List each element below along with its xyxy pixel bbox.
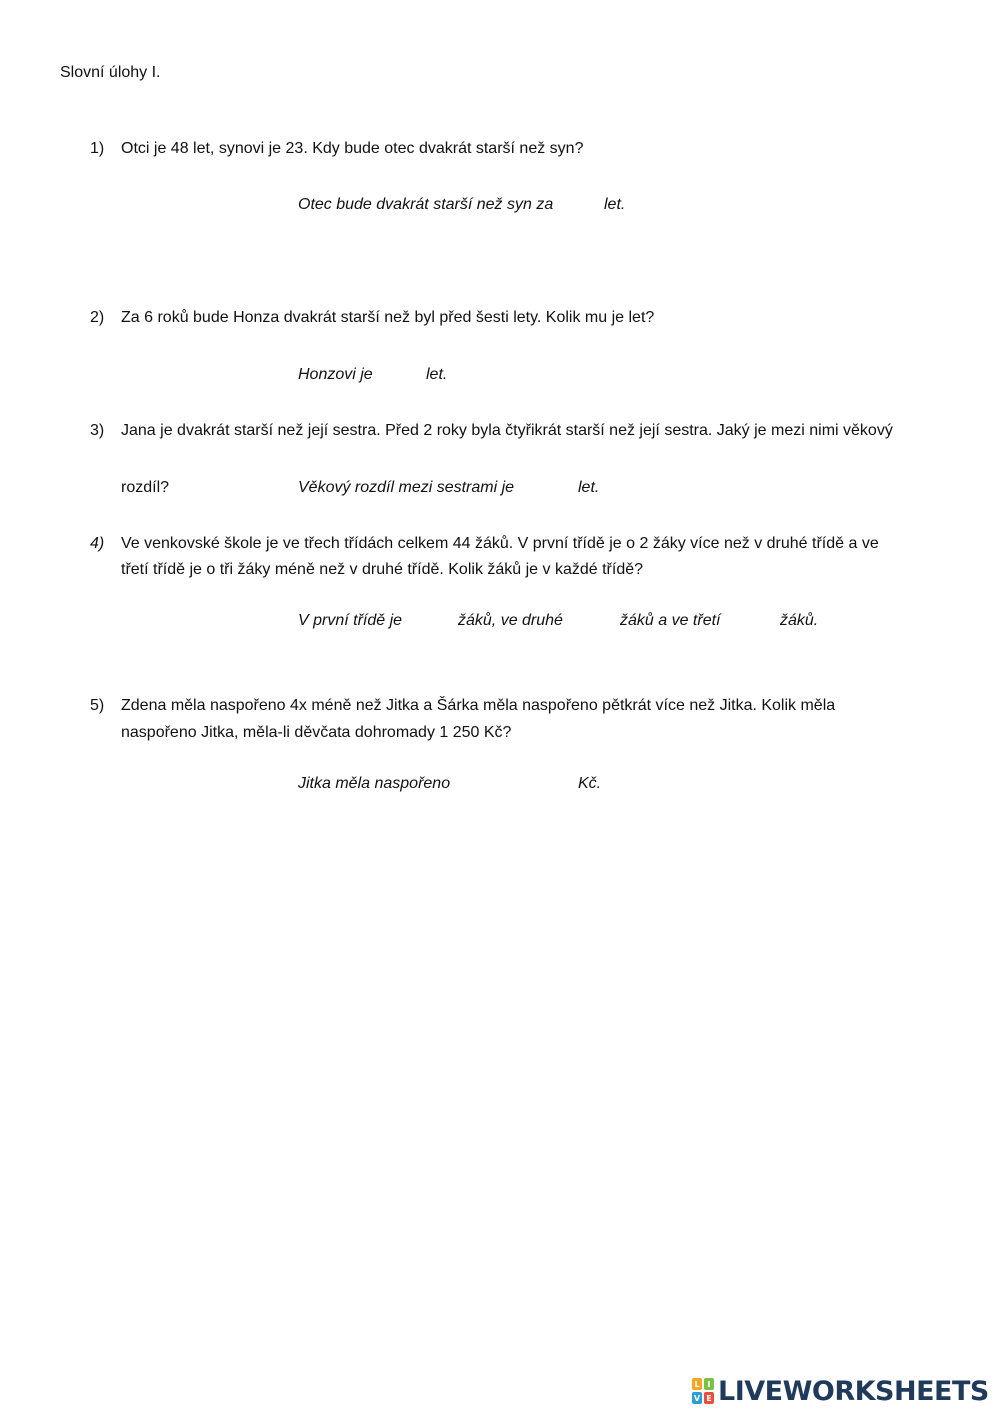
logo-letter-e: E [704,1392,714,1404]
problem-3-number: 3) [90,422,105,439]
logo-letter-i: I [704,1378,714,1390]
problem-4-answer-part-1: V první třídě je [298,612,403,629]
problem-4-answer-part-2: žáků, ve druhé [458,612,563,629]
answer-1-input[interactable] [566,192,604,216]
problem-5-answer-suffix: Kč. [578,775,602,792]
problem-4-answer-part-3: žáků a ve třetí [620,612,721,629]
problem-5-text-cont: naspořeno Jitka, měla-li děvčata dohromady 1 250 Kč? [121,724,512,741]
problem-3-text: Jana je dvakrát starší než její sestra. Před 2 roky byla čtyřikrát starší než její sestra. Jaký je mezi nimi věkový [121,422,893,439]
liveworksheets-logo-text: LIVEWORKSHEETS [718,1375,989,1407]
liveworksheets-logo-icon [692,1378,714,1404]
liveworksheets-logo [692,1376,989,1406]
problem-1-number: 1) [90,140,105,157]
problem-4-number: 4) [90,535,105,552]
problem-5-number: 5) [90,697,105,714]
answer-4b-input[interactable] [572,608,620,632]
logo-letter-l: L [692,1378,702,1390]
answer-4c-input[interactable] [732,608,780,632]
answer-2-input[interactable] [380,362,426,386]
logo-letter-v: V [693,1393,701,1403]
answer-3-input[interactable] [527,475,577,499]
page-title: Slovní úlohy I. [60,64,161,81]
problem-5-text: Zdena měla naspořeno 4x méně než Jitka a Šárka měla naspořeno pětkrát více než Jitka. Kolik měla [121,697,836,714]
problem-4-answer-part-4: žáků. [780,612,819,629]
problem-3-answer-prefix: Věkový rozdíl mezi sestrami je [298,479,515,496]
problem-2-answer-prefix: Honzovi je [298,366,373,383]
problem-1-answer-prefix: Otec bude dvakrát starší než syn za [298,196,554,213]
problem-2-text: Za 6 roků bude Honza dvakrát starší než byl před šesti lety. Kolik mu je let? [121,309,655,326]
problem-2-number: 2) [90,309,105,326]
answer-5-input[interactable] [464,771,576,795]
problem-1-text: Otci je 48 let, synovi je 23. Kdy bude otec dvakrát starší než syn? [121,140,584,157]
problem-4-text-cont: třetí třídě je o tři žáky méně než v druhé třídě. Kolik žáků je v každé třídě? [121,561,644,578]
problem-1-answer-suffix: let. [604,196,626,213]
problem-2-answer-suffix: let. [426,366,448,383]
problem-3-text-cont: rozdíl? [121,479,170,496]
answer-4a-input[interactable] [412,608,458,632]
problem-4-text: Ve venkovské škole je ve třech třídách celkem 44 žáků. V první třídě je o 2 žáky více než v druhé třídě a ve [121,535,879,552]
problem-5-answer-prefix: Jitka měla naspořeno [298,775,451,792]
problem-3-answer-suffix: let. [578,479,600,496]
